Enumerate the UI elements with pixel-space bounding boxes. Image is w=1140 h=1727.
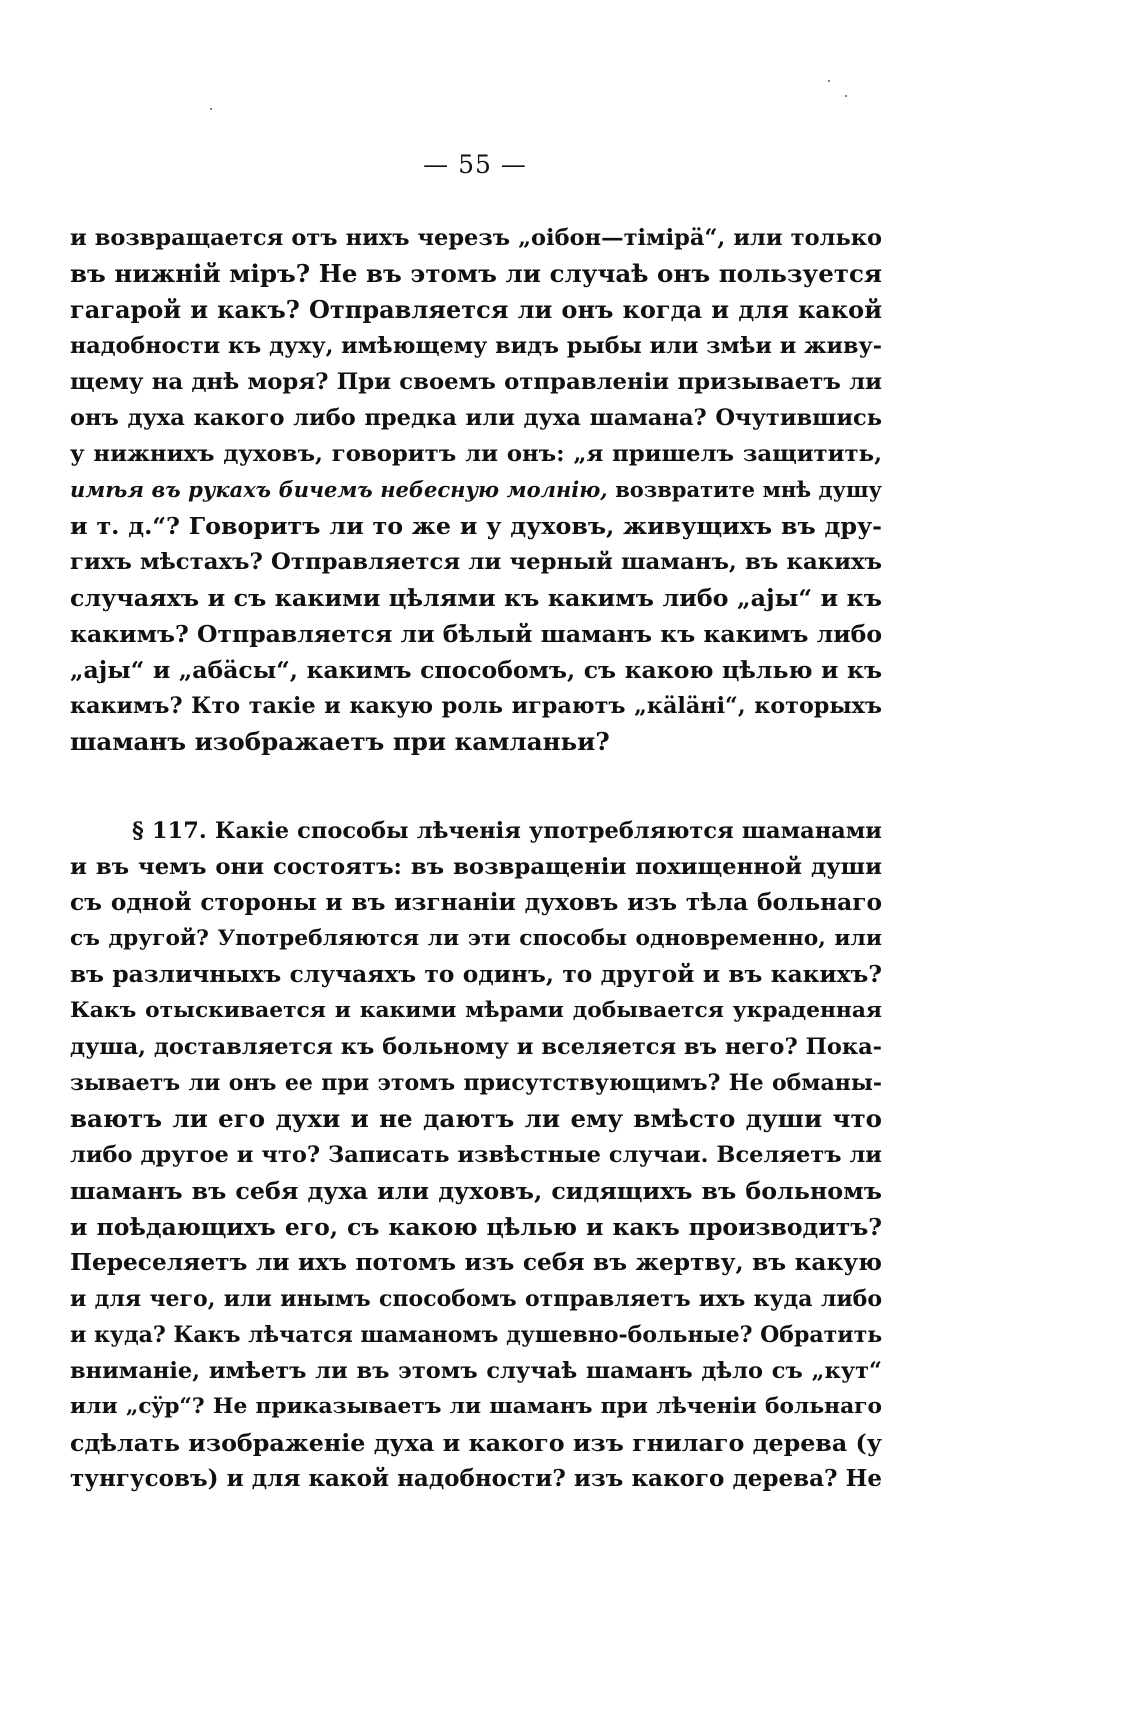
- text-line: ваютъ ли его духи и не даютъ ли ему вмѣсто души что: [70, 1104, 882, 1133]
- text-line: либо другое и что? Записать извѣстные случаи. Вселяетъ ли: [70, 1142, 882, 1168]
- text-line: и т. д.“? Говоритъ ли то же и у духовъ, живущихъ въ дру-: [70, 512, 882, 540]
- text-line: шаманъ изображаетъ при камланьи?: [70, 727, 610, 756]
- text-line: „аjы“ и „абäсы“, какимъ способомъ, съ какою цѣлью и къ: [70, 656, 882, 684]
- text-line: и возвращается отъ нихъ черезъ „оiбон—тiмiрä“, или только: [70, 225, 882, 251]
- text-line: и куда? Какъ лѣчатся шаманомъ душевно-больные? Обратить: [70, 1322, 883, 1348]
- text-line: Какъ отыскивается и какими мѣрами добывается украденная: [70, 998, 882, 1023]
- text-line: онъ духа какого либо предка или духа шамана? Очутившись: [70, 405, 882, 431]
- paragraph-section-117: [70, 813, 882, 1497]
- text-line: у нижнихъ духовъ, говоритъ ли онъ: „я пришелъ защитить,: [70, 441, 882, 467]
- paragraph-questions-spirits: [70, 220, 882, 760]
- text-fragment: Какiе способы лѣченiя употребляются шаманами: [206, 818, 882, 844]
- text-line: въ нижнiй мiръ? Не въ этомъ ли случаѣ онъ пользуется: [70, 259, 882, 288]
- text-line: душа, доставляется къ больному и вселяется въ него? Пока-: [70, 1034, 882, 1060]
- text-line: гагарой и какъ? Отправляется ли онъ когда и для какой: [70, 295, 882, 324]
- text-line: и въ чемъ они состоятъ: въ возвращенiи похищенной души: [70, 854, 882, 880]
- text-line: зываетъ ли онъ ее при этомъ присутствующимъ? Не обманы-: [70, 1070, 882, 1096]
- text-line: и поѣдающихъ его, съ какою цѣлью и какъ производитъ?: [70, 1213, 882, 1241]
- text-line: вниманiе, имѣетъ ли въ этомъ случаѣ шаманъ дѣло съ „кут“: [70, 1358, 882, 1384]
- scan-speck: [210, 108, 212, 110]
- text-line: или „сÿр“? Не приказываетъ ли шаманъ при лѣченiи больнаго: [70, 1394, 882, 1419]
- text-line: съ одной стороны и въ изгнанiи духовъ изъ тѣла больнаго: [70, 889, 882, 916]
- text-line: какимъ? Отправляется ли бѣлый шаманъ къ какимъ либо: [70, 620, 882, 648]
- text-line-italic: [70, 472, 882, 508]
- page-number: — 55 —: [423, 150, 527, 179]
- text-line: съ другой? Употребляются ли эти способы одновременно, или: [70, 926, 882, 951]
- text-line: въ различныхъ случаяхъ то одинъ, то другой и въ какихъ?: [70, 961, 882, 988]
- text-line: надобности къ духу, имѣющему видъ рыбы или змѣи и живу-: [70, 333, 882, 359]
- section-heading-line: [70, 813, 882, 849]
- italic-phrase: имѣя въ рукахъ бичемъ небесную молнiю,: [70, 477, 608, 502]
- section-number: § 117.: [132, 818, 207, 844]
- scan-speck: [845, 95, 847, 97]
- text-line: случаяхъ и съ какими цѣлями къ какимъ либо „аjы“ и къ: [70, 584, 882, 612]
- text-line: шаманъ въ себя духа или духовъ, сидящихъ въ больномъ: [70, 1177, 882, 1205]
- text-line: гихъ мѣстахъ? Отправляется ли черный шаманъ, въ какихъ: [70, 549, 882, 575]
- text-line: Переселяетъ ли ихъ потомъ изъ себя въ жертву, въ какую: [70, 1249, 882, 1276]
- text-line: сдѣлать изображенiе духа и какого изъ гнилаго дерева (у: [70, 1429, 882, 1457]
- text-line: какимъ? Кто такiе и какую роль играютъ „кäläнi“, которыхъ: [70, 693, 882, 719]
- text-line: тунгусовъ) и для какой надобности? изъ какого дерева? Не: [70, 1465, 882, 1492]
- text-line: щему на днѣ моря? При своемъ отправленiи призываетъ ли: [70, 369, 882, 395]
- scan-speck: [828, 80, 830, 82]
- text-fragment: возвратите мнѣ душу: [607, 477, 882, 502]
- text-line: и для чего, или инымъ способомъ отправляетъ ихъ куда либо: [70, 1286, 882, 1312]
